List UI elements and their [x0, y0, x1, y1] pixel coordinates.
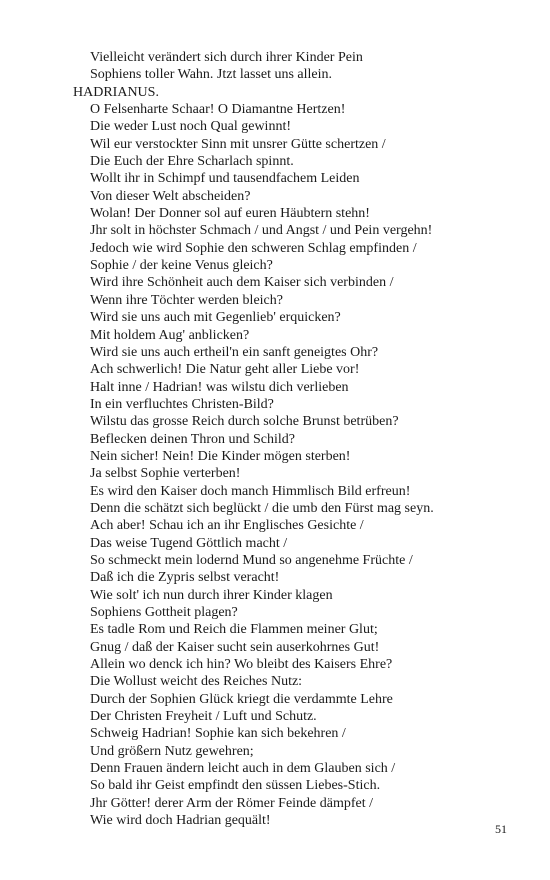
verse-line: Gnug / daß der Kaiser sucht sein auserkohrnes Gut! [90, 639, 380, 655]
verse-line: Wenn ihre Töchter werden bleich? [90, 292, 283, 308]
verse-line: Ach schwerlich! Die Natur geht aller Liebe vor! [90, 362, 360, 378]
verse-text [73, 49, 513, 829]
verse-line: Daß ich die Zypris selbst veracht! [90, 570, 280, 586]
verse-line: Wolan! Der Donner sol auf euren Häubtern stehn! [90, 206, 370, 222]
verse-line: Von dieser Welt abscheiden? [90, 188, 251, 204]
verse-line: So bald ihr Geist empfindt den süssen Liebes-Stich. [90, 778, 381, 794]
verse-line: Die Euch der Ehre Scharlach spinnt. [90, 154, 294, 170]
verse-line: Die weder Lust noch Qual gewinnt! [90, 119, 291, 135]
verse-line: Durch der Sophien Glück kriegt die verdammte Lehre [90, 691, 393, 707]
verse-line: Wie wird doch Hadrian gequält! [90, 813, 271, 829]
verse-line: Ja selbst Sophie verterben! [90, 466, 241, 482]
verse-line: Wil eur verstockter Sinn mit unsrer Gütte schertzen / [90, 136, 386, 152]
verse-line: Jhr solt in höchster Schmach / und Angst / und Pein vergehn! [90, 223, 433, 239]
verse-line: Es wird den Kaiser doch manch Himmlisch Bild erfreun! [90, 483, 411, 499]
verse-line: Allein wo denck ich hin? Wo bleibt des Kaisers Ehre? [90, 657, 393, 673]
speaker-name: HADRIANUS. [73, 84, 159, 100]
verse-line: In ein verfluchtes Christen-Bild? [90, 396, 274, 412]
verse-line: Ach aber! Schau ich an ihr Englisches Gesichte / [90, 518, 364, 534]
verse-line: Wie solt' ich nun durch ihrer Kinder klagen [90, 587, 333, 603]
verse-line: Sophiens toller Wahn. Jtzt lasset uns allein. [90, 67, 333, 83]
verse-line: Jedoch wie wird Sophie den schweren Schlag empfinden / [90, 240, 417, 256]
verse-line: So schmeckt mein lodernd Mund so angenehme Früchte / [90, 552, 413, 568]
verse-line: Beflecken deinen Thron und Schild? [90, 431, 296, 447]
verse-line: Sophie / der keine Venus gleich? [90, 258, 273, 274]
verse-line: Nein sicher! Nein! Die Kinder mögen sterben! [90, 448, 351, 464]
verse-line: O Felsenharte Schaar! O Diamantne Hertzen! [90, 102, 346, 118]
verse-line: Halt inne / Hadrian! was wilstu dich verlieben [90, 379, 349, 395]
verse-line: Wird sie uns auch mit Gegenlieb' erquicken? [90, 310, 341, 326]
verse-line: Denn Frauen ändern leicht auch in dem Glauben sich / [90, 761, 396, 777]
verse-line: Es tadle Rom und Reich die Flammen meiner Glut; [90, 622, 378, 638]
verse-line: Der Christen Freyheit / Luft und Schutz. [90, 709, 317, 725]
verse-line: Wird sie uns auch ertheil'n ein sanft geneigtes Ohr? [90, 344, 379, 360]
verse-line: Mit holdem Aug' anblicken? [90, 327, 250, 343]
verse-line: Jhr Götter! derer Arm der Römer Feinde dämpfet / [90, 795, 374, 811]
verse-line: Sophiens Gottheit plagen? [90, 605, 238, 620]
verse-line: Vielleicht verändert sich durch ihrer Kinder Pein [90, 50, 363, 65]
verse-line: Wilstu das grosse Reich durch solche Brunst betrüben? [90, 414, 399, 430]
verse-line: Denn die schätzt sich beglückt / die umb den Fürst mag seyn. [90, 500, 434, 516]
page-number: 51 [495, 822, 507, 836]
verse-line: Das weise Tugend Göttlich macht / [90, 535, 288, 551]
verse-line: Die Wollust weicht des Reiches Nutz: [90, 674, 303, 690]
verse-line: Und größern Nutz gewehren; [90, 743, 254, 759]
verse-line: Wollt ihr in Schimpf und tausendfachem Leiden [90, 171, 360, 187]
verse-line: Wird ihre Schönheit auch dem Kaiser sich verbinden / [90, 275, 394, 291]
verse-line: Schweig Hadrian! Sophie kan sich bekehren / [90, 726, 346, 742]
